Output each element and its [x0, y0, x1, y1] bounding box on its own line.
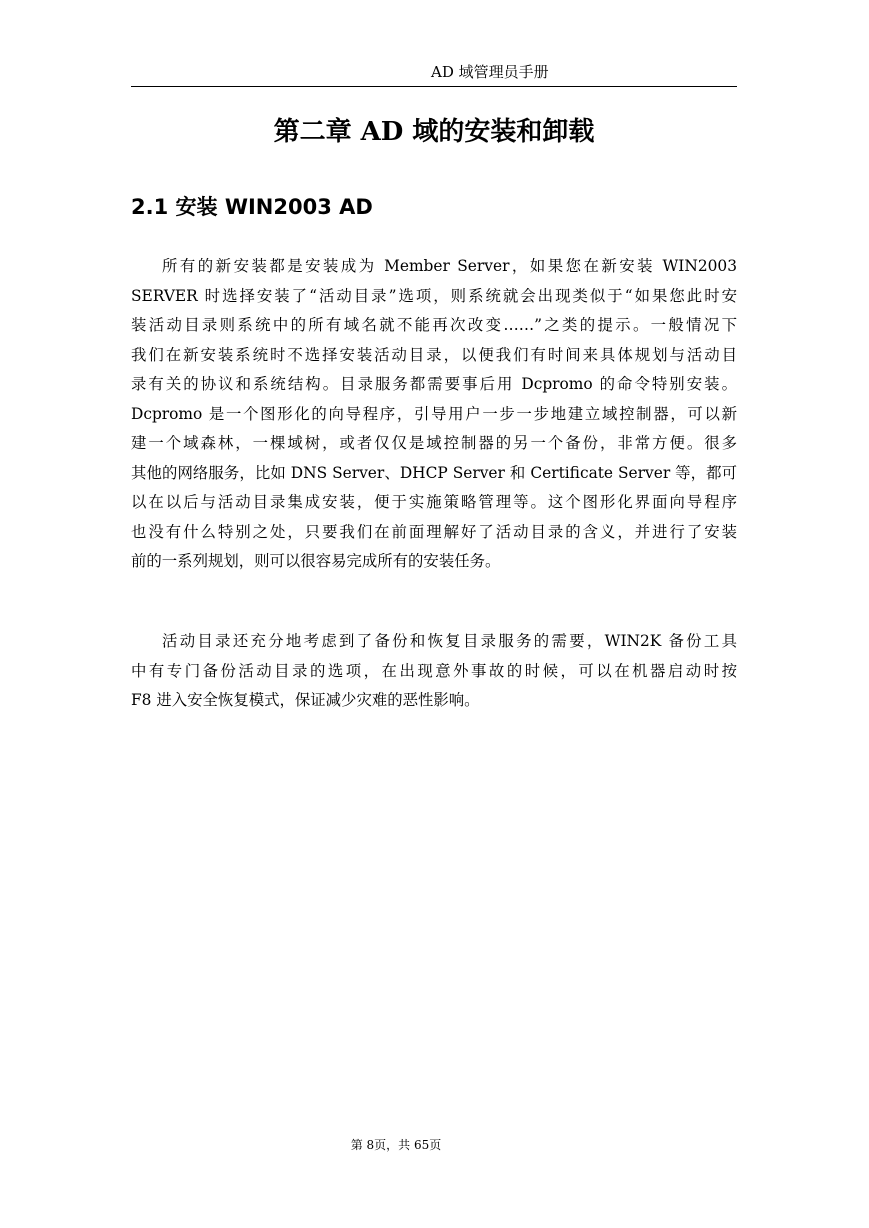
text-line: 其他的网络服务，比如 DNS Server、DHCP Server 和 Certificate Server 等，都可	[131, 463, 737, 482]
text-line: 装活动目录则系统中的所有域名就不能再次改变……”之类的提示。一般情况下	[131, 316, 737, 334]
text-line: 所有的新安装都是安装成为 Member Server，如果您在新安装 WIN2003	[162, 257, 737, 275]
page-header	[131, 62, 737, 87]
text-line: 录有关的协议和系统结构。目录服务都需要事后用 Dcpromo 的命令特别安装。	[131, 375, 737, 393]
section-heading: 2.1 安装 WIN2003 AD	[131, 195, 373, 219]
text-line: 前的一系列规划，则可以很容易完成所有的安装任务。	[131, 552, 501, 570]
text-line: Dcpromo 是一个图形化的向导程序，引导用户一步一步地建立域控制器，可以新	[131, 404, 737, 423]
text-line: 活动目录还充分地考虑到了备份和恢复目录服务的需要，WIN2K 备份工具	[162, 632, 737, 650]
text-line: 以在以后与活动目录集成安装，便于实施策略管理等。这个图形化界面向导程序	[131, 493, 737, 511]
text-line: SERVER 时选择安装了“活动目录”选项，则系统就会出现类似于“如果您此时安	[131, 286, 737, 305]
header-title: AD 域管理员手册	[431, 63, 549, 81]
page-footer: 第 8页，共 65页	[350, 1138, 442, 1152]
text-line: F8 进入安全恢复模式，保证减少灾难的恶性影响。	[131, 691, 480, 709]
body-paragraph-1	[131, 252, 737, 577]
text-line: 中有专门备份活动目录的选项，在出现意外事故的时候，可以在机器启动时按	[131, 661, 737, 680]
text-line: 也没有什么特别之处，只要我们在前面理解好了活动目录的含义，并进行了安装	[131, 522, 737, 541]
chapter-title: 第二章 AD 域的安装和卸载	[273, 117, 595, 147]
text-line: 建一个域森林，一棵域树，或者仅仅是域控制器的另一个备份，非常方便。很多	[131, 434, 737, 452]
text-line: 我们在新安装系统时不选择安装活动目录，以便我们有时间来具体规划与活动目	[131, 345, 737, 364]
body-paragraph-2	[131, 627, 737, 716]
